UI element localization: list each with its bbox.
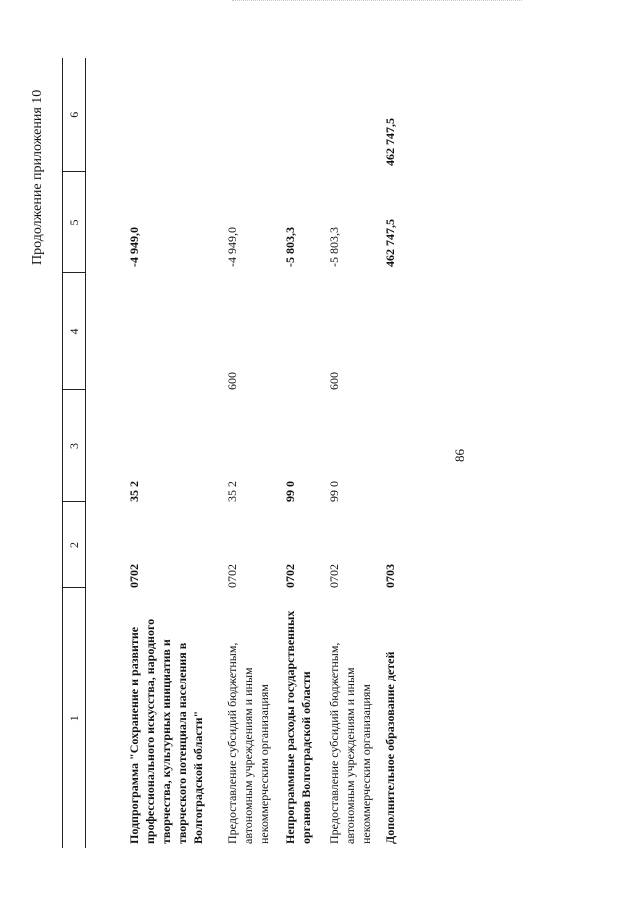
row-name: Подпрограмма "Сохранение и развитие профессионального искусства, народного творчества, культурных инициатив и творческого потенциала населения в Волгоградской области": [127, 618, 205, 844]
row-target: 35 2: [127, 481, 141, 502]
row-expense-type: 600: [327, 372, 341, 390]
appendix-continuation-note: Продолжение приложения 10: [30, 89, 45, 265]
table-header-row: [63, 58, 86, 848]
row-expense-type: 600: [225, 372, 239, 390]
row-section: 0702: [225, 564, 239, 588]
row-section: 0702: [127, 564, 141, 588]
row-section: 0702: [283, 564, 297, 588]
row-target: 35 2: [225, 481, 239, 502]
row-amount-change: 462 747,5: [383, 219, 397, 267]
header-col-1: 1: [63, 588, 86, 848]
row-amount-total: [86, 58, 207, 172]
row-target: 99 0: [327, 481, 341, 502]
row-amount-total: [206, 58, 272, 172]
row-target: 99 0: [283, 481, 297, 502]
table-row: [272, 58, 314, 848]
row-amount-total: [314, 58, 374, 172]
header-col-5: 5: [63, 172, 86, 273]
row-amount-total: [272, 58, 314, 172]
header-col-2: 2: [63, 502, 86, 588]
row-section: 0702: [327, 564, 341, 588]
row-amount-change: -4 949,0: [225, 227, 239, 267]
table-row: [86, 58, 207, 848]
row-amount-change: -5 803,3: [283, 227, 297, 267]
row-amount-total: 462 747,5: [383, 118, 397, 166]
table-row: [314, 58, 374, 848]
row-expense-type: [86, 273, 207, 390]
row-amount-change: -4 949,0: [127, 227, 141, 267]
table-row: [206, 58, 272, 848]
row-target: [374, 390, 398, 502]
header-col-4: 4: [63, 273, 86, 390]
page-number: 86: [452, 449, 467, 462]
budget-table: [62, 58, 398, 848]
header-col-6: 6: [63, 58, 86, 172]
row-name: Предоставление субсидий бюджетным, автономным учреждениям и иным некоммерческим организациям: [225, 642, 271, 844]
table-row: [374, 58, 398, 848]
header-col-3: 3: [63, 390, 86, 502]
row-section: 0703: [383, 564, 397, 588]
row-name: Дополнительное образование детей: [383, 651, 397, 844]
row-amount-change: -5 803,3: [327, 227, 341, 267]
row-expense-type: [272, 273, 314, 390]
row-name: Предоставление субсидий бюджетным, автономным учреждениям и иным некоммерческим организациям: [327, 642, 373, 844]
row-expense-type: [374, 273, 398, 390]
row-name: Непрограммные расходы государственных органов Волгоградской области: [283, 610, 313, 844]
